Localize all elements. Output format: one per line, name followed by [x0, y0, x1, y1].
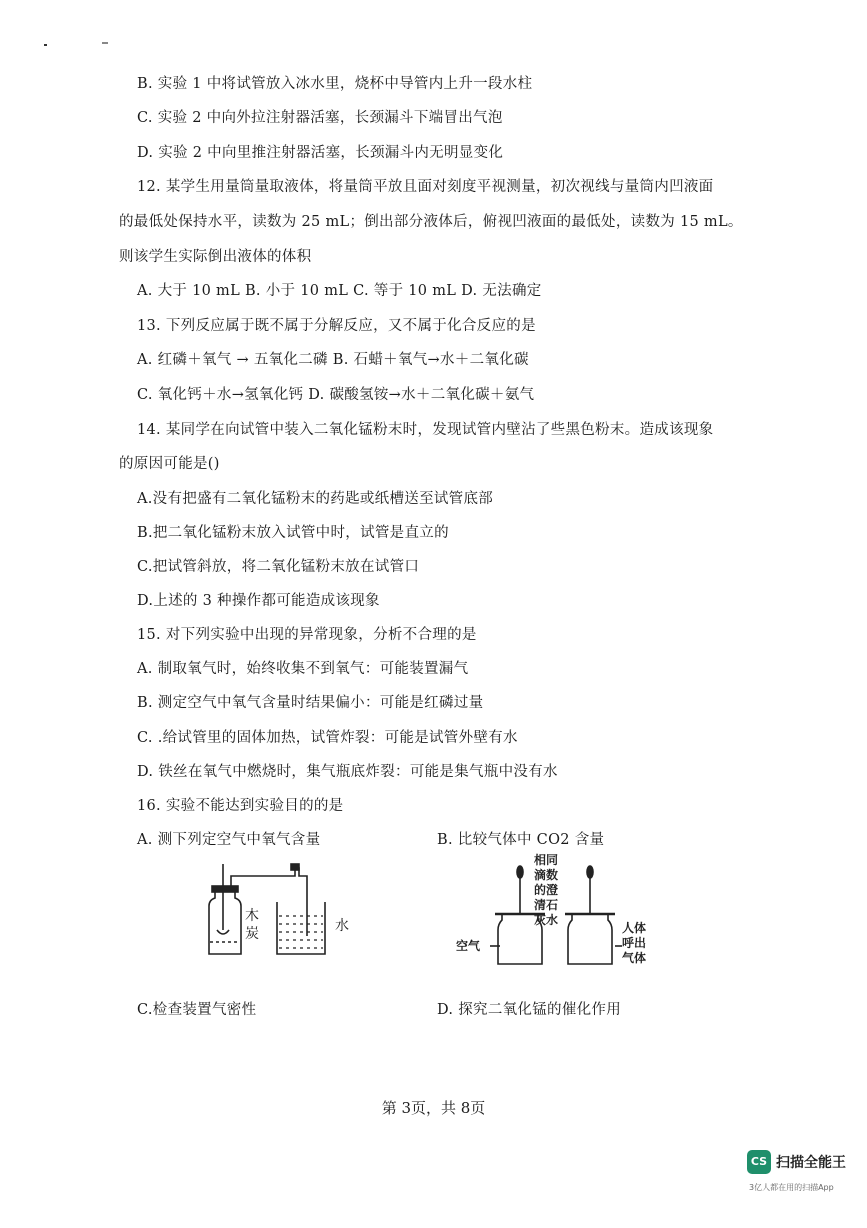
q14-stem-line1: 14. 某同学在向试管中装入二氧化锰粉末时，发现试管内壁沾了些黑色粉末。造成该现象 [137, 422, 714, 438]
q11-option-d: D. 实验 2 中向里推注射器活塞，长颈漏斗内无明显变化 [137, 145, 504, 161]
bottle-right [568, 914, 612, 964]
dropper-bulb-left [517, 866, 523, 878]
scanner-app-name: 扫描全能王 [776, 1155, 846, 1171]
label-air: 空气 [456, 939, 481, 953]
label-breath-3: 气体 [622, 951, 647, 965]
stopper [212, 886, 238, 892]
beaker-outline [277, 902, 325, 954]
label-charcoal-1: 木 [245, 908, 259, 924]
q12-stem-line2: 的最低处保持水平，读数为 25 mL；倒出部分液体后，俯视凹液面的最低处，读数为 15 mL。 [119, 214, 743, 230]
q14-option-c: C.把试管斜放，将二氧化锰粉末放在试管口 [137, 559, 420, 575]
scanner-tagline: 3亿人都在用的扫描App [749, 1183, 834, 1192]
q16-option-d: D. 探究二氧化锰的催化作用 [437, 1002, 622, 1018]
label-limewater-5: 灰水 [534, 913, 559, 927]
scanner-logo-icon: CS [747, 1150, 771, 1174]
q14-stem-line2: 的原因可能是() [119, 456, 220, 472]
q16-option-b: B. 比较气体中 CO2 含量 [437, 832, 605, 848]
q15-option-d: D. 铁丝在氧气中燃烧时，集气瓶底炸裂：可能是集气瓶中没有水 [137, 764, 558, 780]
q11-option-c: C. 实验 2 中向外拉注射器活塞，长颈漏斗下端冒出气泡 [137, 110, 503, 126]
diagram-a-charcoal-apparatus [195, 858, 370, 963]
flask-outline [209, 890, 241, 954]
scan-speck [44, 44, 47, 46]
q15-stem: 15. 对下列实验中出现的异常现象，分析不合理的是 [137, 627, 477, 643]
q12-stem-line3: 则该学生实际倒出液体的体积 [119, 249, 312, 265]
clamp-icon [291, 864, 299, 870]
label-limewater-4: 清石 [534, 898, 559, 912]
label-limewater-1: 相同 [534, 853, 559, 867]
label-limewater-3: 的澄 [534, 883, 559, 897]
connecting-tube [231, 868, 307, 936]
q16-option-a: A. 测下列定空气中氧气含量 [137, 832, 321, 848]
page-number-footer: 第 3页，共 8页 [381, 1099, 486, 1117]
q16-option-c: C.检查装置气密性 [137, 1002, 257, 1018]
q14-option-d: D.上述的 3 种操作都可能造成该现象 [137, 593, 380, 609]
q11-option-b: B. 实验 1 中将试管放入冰水里，烧杯中导管内上升一段水柱 [137, 76, 533, 92]
label-breath-1: 人体 [622, 921, 647, 935]
q15-option-a: A. 制取氧气时，始终收集不到氧气：可能装置漏气 [137, 661, 469, 677]
q13-options-ab: A. 红磷＋氧气 → 五氧化二磷 B. 石蜡＋氧气→水＋二氧化碳 [137, 352, 529, 368]
label-breath-2: 呼出 [622, 936, 647, 950]
q16-stem: 16. 实验不能达到实验目的的是 [137, 798, 344, 814]
dropper-bulb-right [587, 866, 593, 878]
q12-options: A. 大于 10 mL B. 小于 10 mL C. 等于 10 mL D. 无法确定 [137, 283, 542, 299]
scan-speck [102, 42, 108, 44]
label-limewater-2: 滴数 [534, 868, 559, 882]
label-water: 水 [335, 918, 349, 934]
q14-option-b: B.把二氧化锰粉末放入试管中时，试管是直立的 [137, 525, 449, 541]
q12-stem-line1: 12. 某学生用量筒量取液体，将量筒平放且面对刻度平视测量，初次视线与量筒内凹液面 [137, 179, 714, 195]
diagram-b-limewater-comparison [450, 850, 690, 970]
scanner-watermark [745, 1150, 857, 1210]
q14-option-a: A.没有把盛有二氧化锰粉末的药匙或纸槽送至试管底部 [137, 491, 494, 507]
q15-option-c: C. .给试管里的固体加热，试管炸裂：可能是试管外壁有水 [137, 730, 518, 746]
q13-options-cd: C. 氧化钙＋水→氢氧化钙 D. 碳酸氢铵→水＋二氧化碳＋氨气 [137, 387, 535, 403]
q13-stem: 13. 下列反应属于既不属于分解反应，又不属于化合反应的是 [137, 318, 536, 334]
q15-option-b: B. 测定空气中氧气含量时结果偏小：可能是红磷过量 [137, 695, 484, 711]
label-charcoal-2: 炭 [245, 926, 259, 942]
